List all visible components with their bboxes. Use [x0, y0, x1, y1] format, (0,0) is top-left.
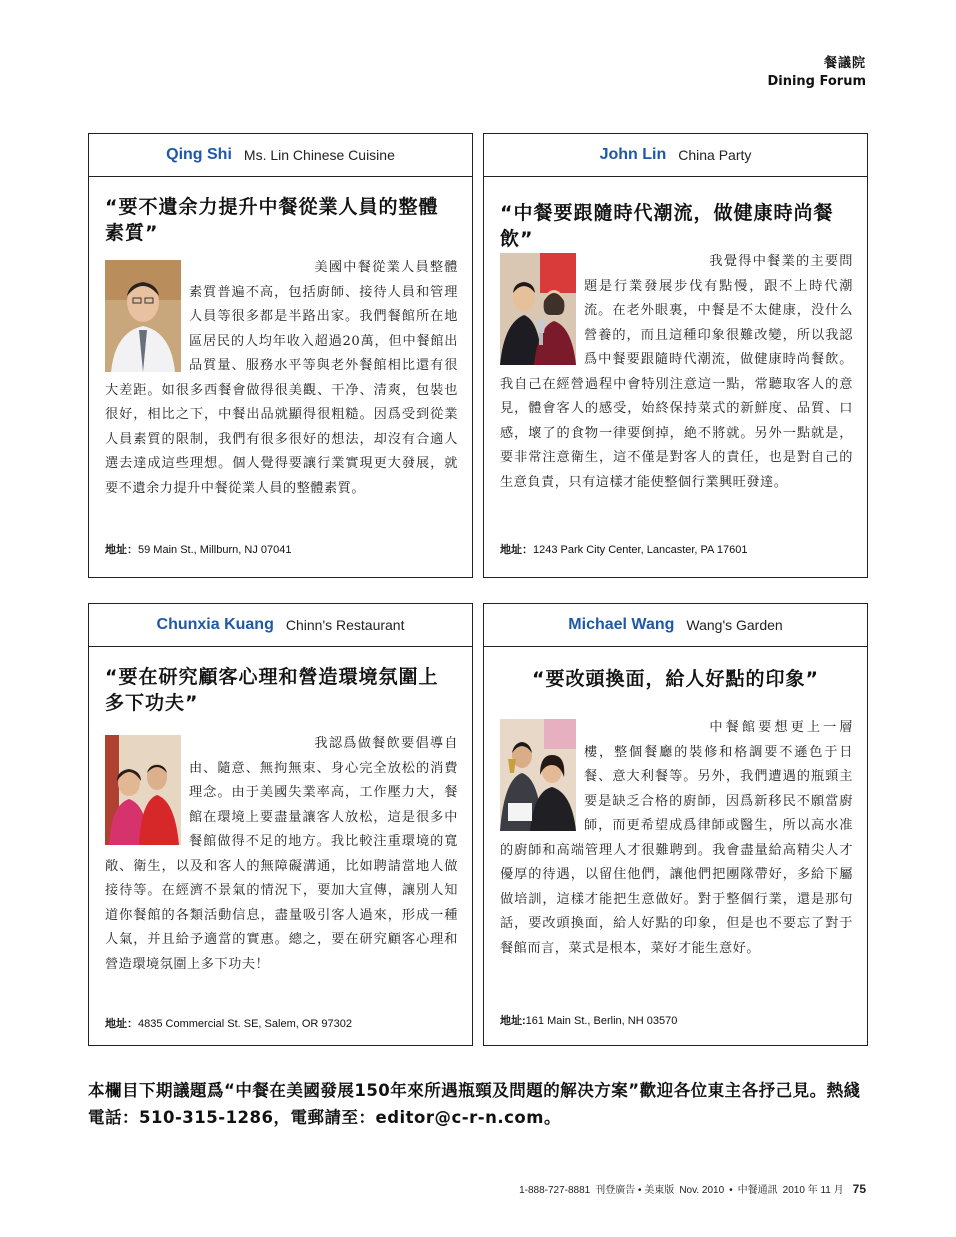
headline-quote: “要在研究顧客心理和營造環境氛圍上多下功夫” — [105, 666, 439, 714]
interviewee-name: Michael Wang — [568, 616, 675, 633]
restaurant-name: Chinn's Restaurant — [285, 617, 405, 633]
award-photo — [500, 253, 576, 365]
address-text: 4835 Commercial St. SE, Salem, OR 97302 — [138, 1018, 352, 1030]
card-header — [484, 604, 867, 647]
restaurant-name: Wang's Garden — [686, 617, 783, 633]
portrait-photo — [105, 735, 181, 845]
address-text: 161 Main St., Berlin, NH 03570 — [525, 1015, 678, 1027]
forum-card-chunxia-kuang — [88, 603, 473, 1046]
article-body: 中餐館要想更上一層樓，整個餐廳的裝修和格調要不遜色于日餐、意大利餐等。另外，我們遭遇的瓶頸主要是缺乏合格的廚師，因爲新移民不願當廚師，而更希望成爲律師或醫生，所以高水准的廚師和高端管理人才很難聘到。我會盡量給高精尖人才優厚的待遇，以留住他們，讓他們把團隊帶好，多給下屬做培訓，這樣才能把生意做好。對于整個行業，還是那句話，要改頭換面，給人好點的印象，但是也不要忘了對于餐館而言，菜式是根本，菜好才能生意好。 — [500, 720, 853, 956]
interviewee-name: Qing Shi — [166, 146, 232, 163]
issue-en: Nov. 2010 — [679, 1185, 725, 1196]
ad-phone: 1-888-727-8881 — [519, 1185, 591, 1196]
address-line — [500, 1012, 677, 1028]
forum-card-qing-shi — [88, 133, 473, 578]
magazine-name: 中餐通訊 — [737, 1185, 778, 1196]
address-line — [500, 541, 747, 557]
page-footer — [519, 1181, 866, 1196]
forum-card-john-lin — [483, 133, 868, 578]
headline-quote: “要不遺余力提升中餐從業人員的整體素質” — [105, 196, 439, 244]
address-text: 1243 Park City Center, Lancaster, PA 17601 — [533, 544, 748, 556]
award-photo — [500, 719, 576, 831]
section-header — [767, 52, 866, 89]
card-header — [89, 604, 472, 647]
article-body: 我覺得中餐業的主要問題是行業發展步伐有點慢，跟不上時代潮流。在老外眼裏，中餐是不太健康，没什么營養的，而且這種印象很難改變，所以我認爲中餐要跟隨時代潮流，做健康時尚餐飲。我自己在經營過程中會特別注意這一點，常聽取客人的意見，體會客人的感受，始終保持菜式的新鮮度、品質、口感，壞了的食物一律要倒掉，絶不將就。另外一點就是，要非常注意衛生，這不僅是對客人的責任，也是對自己的生意負責，只有這樣才能使整個行業興旺發達。 — [500, 254, 853, 490]
address-line — [105, 1015, 352, 1031]
address-line — [105, 541, 291, 557]
section-title-en: Dining Forum — [767, 74, 866, 89]
section-title-cn: 餐議院 — [823, 56, 866, 71]
restaurant-name: Ms. Lin Chinese Cuisine — [243, 147, 395, 163]
issue-cn: 2010 年 11 月 — [782, 1185, 844, 1196]
page-number: 75 — [852, 1182, 866, 1196]
restaurant-name: China Party — [678, 147, 752, 163]
card-header — [89, 134, 472, 177]
ad-label: 刊登廣告 • 美東版 — [595, 1185, 675, 1196]
card-header — [484, 134, 867, 177]
forum-card-michael-wang — [483, 603, 868, 1046]
interviewee-name: Chunxia Kuang — [156, 616, 274, 633]
headline-quote: “要改頭換面，給人好點的印象” — [532, 668, 819, 690]
separator: • — [729, 1185, 733, 1196]
interviewee-name: John Lin — [599, 146, 667, 163]
address-label: 地址： — [105, 544, 138, 556]
address-label: 地址： — [500, 544, 533, 556]
portrait-photo — [105, 260, 181, 372]
next-topic-notice: 本欄目下期議題爲“中餐在美國發展150年來所遇瓶頸及問題的解决方案”歡迎各位東主各抒己見。熱綫電話：510-315-1286，電郵請至：editor@c-r-n.com。 — [88, 1081, 861, 1127]
address-text: 59 Main St., Millburn, NJ 07041 — [138, 544, 292, 556]
address-label: 地址： — [105, 1018, 138, 1030]
headline-quote: “中餐要跟隨時代潮流，做健康時尚餐飲” — [500, 202, 834, 250]
article-body: 美國中餐從業人員整體素質普遍不高，包括廚師、接待人員和管理人員等很多都是半路出家。我們餐館所在地區居民的人均年收入超過20萬，但中餐館出品質量、服務水平等與老外餐館相比還有很大差距。如很多西餐會做得很美觀、干净、清爽，包裝也很好，相比之下，中餐出品就顯得很粗糙。因爲受到從業人員素質的限制，我們有很多很好的想法，却沒有合適人選去達成這些理想。個人覺得要讓行業實現更大發展，就要不遺余力提升中餐從業人員的整體素質。 — [105, 260, 458, 496]
address-label: 地址: — [500, 1015, 526, 1027]
article-body: 我認爲做餐飲要倡導自由、隨意、無拘無束、身心完全放松的消費理念。由于美國失業率高，工作壓力大，餐館在環境上要盡量讓客人放松，這是很多中餐館做得不足的地方。我比較注重環境的寬敞、衛生，以及和客人的無障礙溝通，比如聘請當地人做接待等。在經濟不景氣的情況下，要加大宣傳，讓別人知道你餐館的各類活動信息，盡量吸引客人過來，形成一種人氣，并且給予適當的實惠。總之，要在研究顧客心理和營造環境氛圍上多下功夫！ — [105, 736, 458, 972]
